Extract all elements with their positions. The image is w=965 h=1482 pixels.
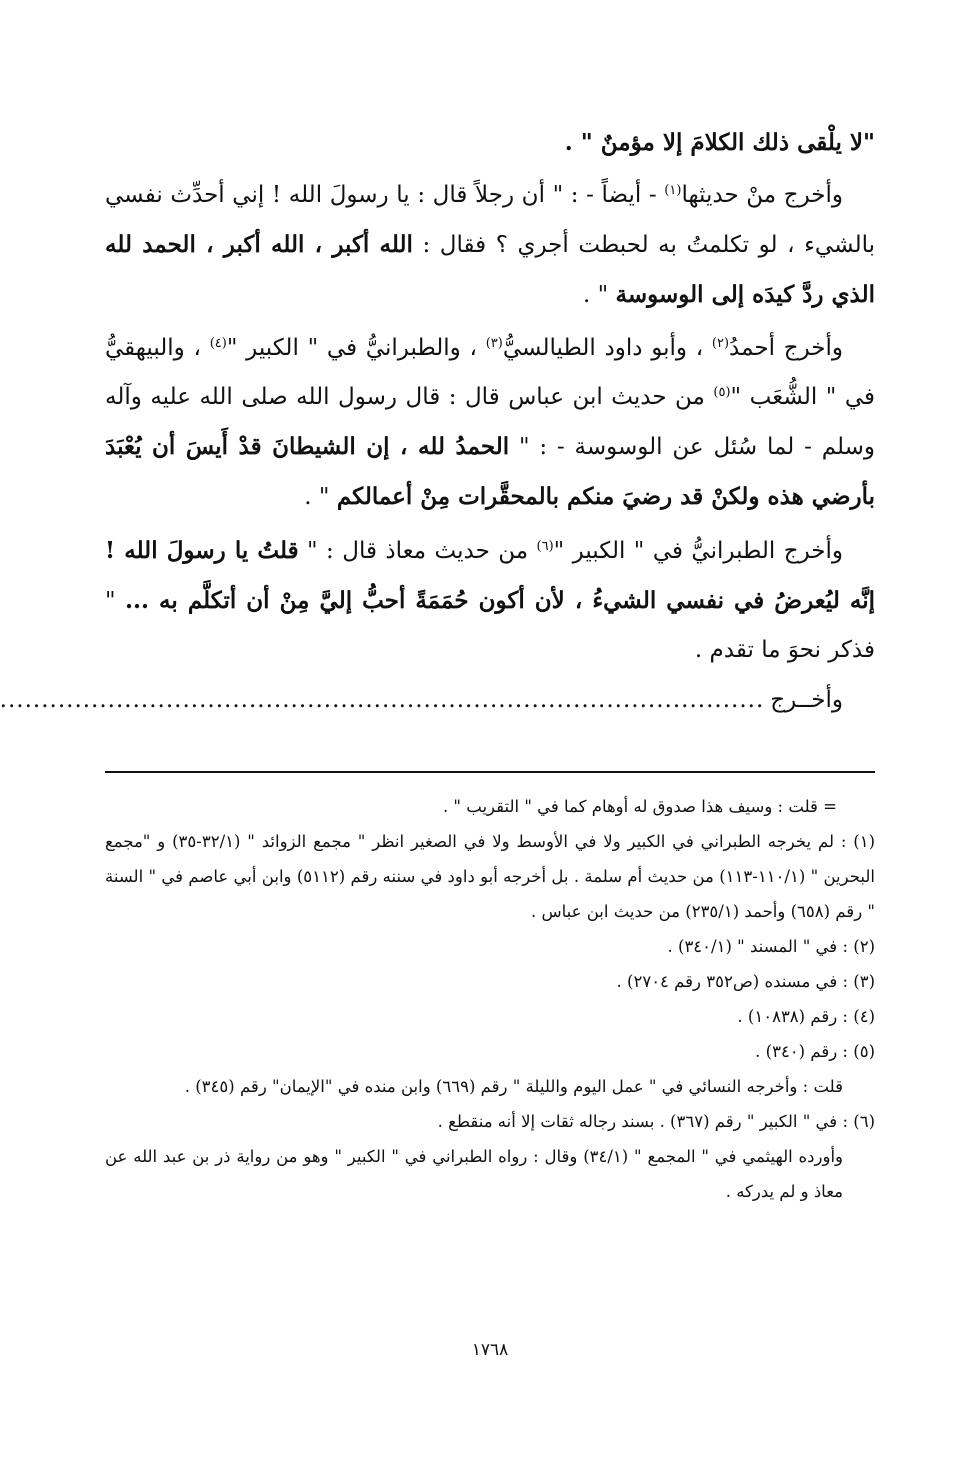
text: وأخرج منْ حديثها [681,182,843,208]
footnote-ref: (٤) [209,336,227,351]
footnote-2: (٢) : في " المسند " (٣٤٠/١) . [667,937,875,956]
footnotes [105,789,875,1209]
footnote-ref: (٦) [536,539,554,554]
text: من حديث ابن عباس قال : قال رسول الله صلى الله عليه وآله وسلم - لما سُئل عن الوسوسة - : " [105,384,875,460]
continuation-lead: وأخــرج [770,687,843,713]
document-page [0,118,876,1482]
paragraph-2 [105,171,875,320]
footnote-ref: (٢) [711,336,730,351]
footnote-6: (٦) : في " الكبير " رقم (٣٦٧) . بسند رجاله ثقات إلا أنه منقطع . [437,1112,875,1131]
footnote-4: (٤) : رقم (١٠٨٣٨) . [737,1007,875,1026]
footnote-6-remark: وأورده الهيثمي في " المجمع " (٣٤/١) وقال : رواه الطبراني في " الكبير " وهو من رواية ذر بن عبد الله عن معاذ و لم يدركه . [105,1147,844,1201]
hadith-text: قلتُ يا رسولَ الله ! إنَّه ليُعرضُ في نفسي الشيءُ ، لأن أكون حُمَمَةً أحبُّ إليَّ مِنْ أن أتكلَّم به ... [105,537,876,614]
paragraph-1: "لا يلْقى ذلك الكلامَ إلا مؤمنٌ " . [564,129,875,156]
footnote-5: (٥) : رقم (٣٤٠) . [755,1042,875,1061]
footnote-ref: (٣) [485,336,503,351]
footnote-ref: (١) [664,183,682,198]
text: " فذكر نحوَ ما تقدم . [105,588,875,663]
main-text [0,118,876,723]
page-number: ١٧٦٨ [471,1340,509,1360]
paragraph-4 [105,526,875,675]
footnote-divider [105,771,875,773]
footnote-1: (١) : لم يخرجه الطبراني في الكبير ولا في الأوسط ولا في الصغير انظر " مجمع الزوائد " (٣٢/١-٣٥) و "مجمع البحرين " (١١٠/١-١١٣) من حديث أم سلمة . بل أخرجه أبو داود في سننه رقم (٥١١٢) وابن أبي عاصم في " السنة " رقم (٦٥٨) وأحمد (٢٣٥/١) من حديث ابن عباس . [105,832,875,921]
text: " . [304,484,337,510]
dotted-leader: ............................................................................................ [0,687,765,713]
footnote-3: (٣) : في مسنده (ص٣٥٢ رقم ٢٧٠٤) . [616,972,875,991]
footnote-continuation: = قلت : وسيف هذا صدوق له أوهام كما في " التقريب " . [442,797,837,816]
text: ، وأبو داود الطيالسيُّ [502,335,712,361]
footnote-5-remark: قلت : وأخرجه النسائي في " عمل اليوم والليلة " رقم (٦٦٩) وابن منده في "الإيمان" رقم (٣٤٥) . [184,1077,843,1096]
text: ، والطبرانيُّ في " الكبير " [226,335,486,361]
text: " . [583,282,616,308]
paragraph-3 [105,324,875,522]
hadith-text: الحمدُ لله ، إن الشيطانَ قدْ أَيسَ أن يُعْبَدَ بأرضي هذه ولكنْ قد رضيَ منكم بالمحقَّرات مِنْ أعمالكم [105,433,875,510]
hadith-text: الله أكبر ، الله أكبر ، الحمد لله الذي ردَّ كيدَه إلى الوسوسة [105,231,875,308]
continuation-line [0,677,875,723]
text: وأخرج أحمدُ [729,335,844,361]
text: ، والبيهقيُّ في " الشُّعَب " [105,335,875,410]
text: - أيضاً - : " أن رجلاً قال : يا رسولَ الله ! إني أحدِّث نفسي بالشيء ، لو تكلمتُ به لحبطت أجري ؟ فقال : [105,182,876,258]
text: وأخرج الطبرانيُّ في " الكبير " [553,538,843,564]
footnote-ref: (٥) [713,385,731,400]
text: من حديث معاذ قال : " [298,538,537,564]
